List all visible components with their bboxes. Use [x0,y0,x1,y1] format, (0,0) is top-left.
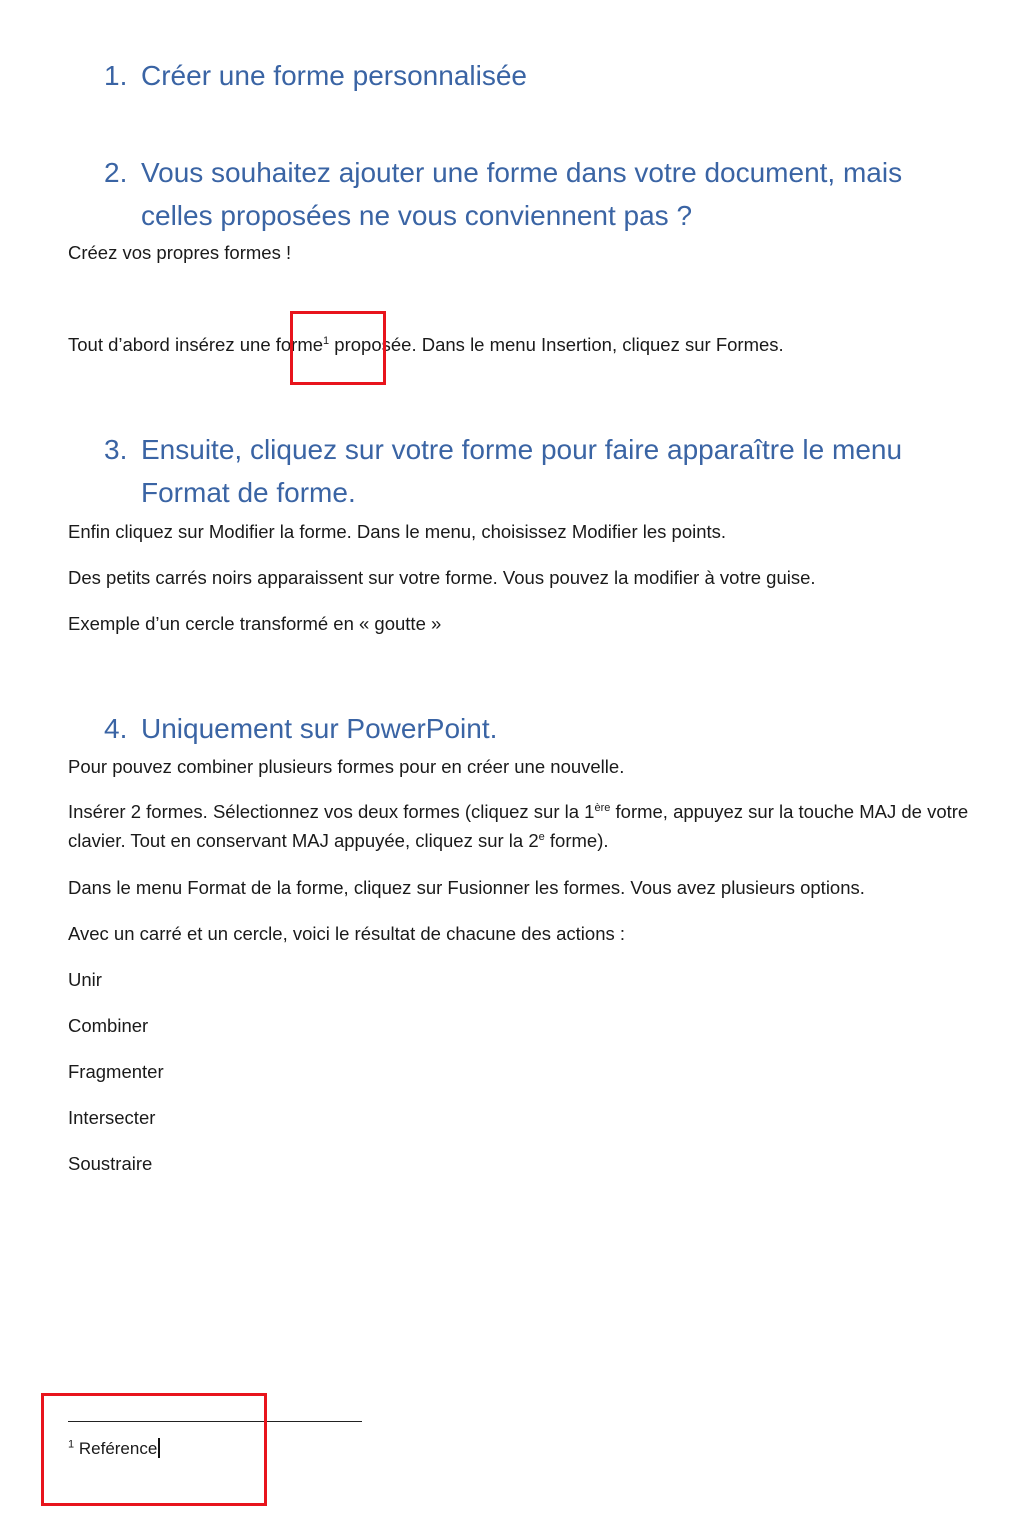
highlight-box-footnote-reference [290,311,386,385]
heading-text: Vous souhaitez ajouter une forme dans votre document, mais celles proposées ne vous conviennent pas ? [141,157,903,231]
paragraph[interactable]: Pour pouvez combiner plusieurs formes pour en créer une nouvelle. [68,756,625,777]
heading-3 [104,428,971,514]
footnote-mark: 1 [68,1438,75,1451]
superscript: ère [594,801,611,814]
paragraph[interactable]: Exemple d’un cercle transformé en « goutte » [68,613,442,634]
list-item-option[interactable]: Soustraire [68,1153,153,1174]
heading-text: Créer une forme personnalisée [141,60,527,91]
heading-number: 4. [104,713,128,744]
list-item-option[interactable]: Unir [68,969,102,990]
paragraph[interactable]: Dans le menu Format de la forme, cliquez sur Fusionner les formes. Vous avez plusieurs options. [68,877,865,898]
heading-text: Uniquement sur PowerPoint. [141,713,498,744]
heading-4 [104,707,971,750]
paragraph-with-footnote[interactable] [68,330,993,359]
paragraph[interactable]: Des petits carrés noirs apparaissent sur votre forme. Vous pouvez la modifier à votre guise. [68,567,816,588]
paragraph-text: forme). [544,830,609,851]
paragraph[interactable] [68,797,998,855]
heading-number: 2. [104,157,128,188]
footnote-text[interactable]: Reférence [78,1439,158,1458]
heading-2 [104,151,971,237]
paragraph-text: proposée. Dans le menu Insertion, cliquez sur Formes. [329,334,784,355]
superscript: e [538,830,545,843]
list-item-option[interactable]: Intersecter [68,1107,156,1128]
heading-1 [104,54,971,97]
paragraph[interactable]: Créez vos propres formes ! [68,242,292,263]
paragraph[interactable]: Avec un carré et un cercle, voici le résultat de chacune des actions : [68,923,626,944]
list-item-option[interactable]: Fragmenter [68,1061,164,1082]
heading-number: 1. [104,60,128,91]
paragraph-text: Tout d’abord insérez une forme [68,334,324,355]
paragraph-text: Insérer 2 formes. Sélectionnez vos deux formes (cliquez sur la 1 [68,801,595,822]
highlight-box-footnote [41,1393,267,1506]
heading-number: 3. [104,434,128,465]
paragraph-text: forme, appuyez sur la touche MAJ de votre clavier. Tout en conservant MAJ appuyée, cliquez sur la 2 [68,801,969,851]
paragraph[interactable]: Enfin cliquez sur Modifier la forme. Dans le menu, choisissez Modifier les points. [68,521,727,542]
heading-text: Ensuite, cliquez sur votre forme pour faire apparaître le menu Format de forme. [141,434,903,508]
list-item-option[interactable]: Combiner [68,1015,149,1036]
footnote-reference-mark[interactable]: 1 [323,334,330,347]
